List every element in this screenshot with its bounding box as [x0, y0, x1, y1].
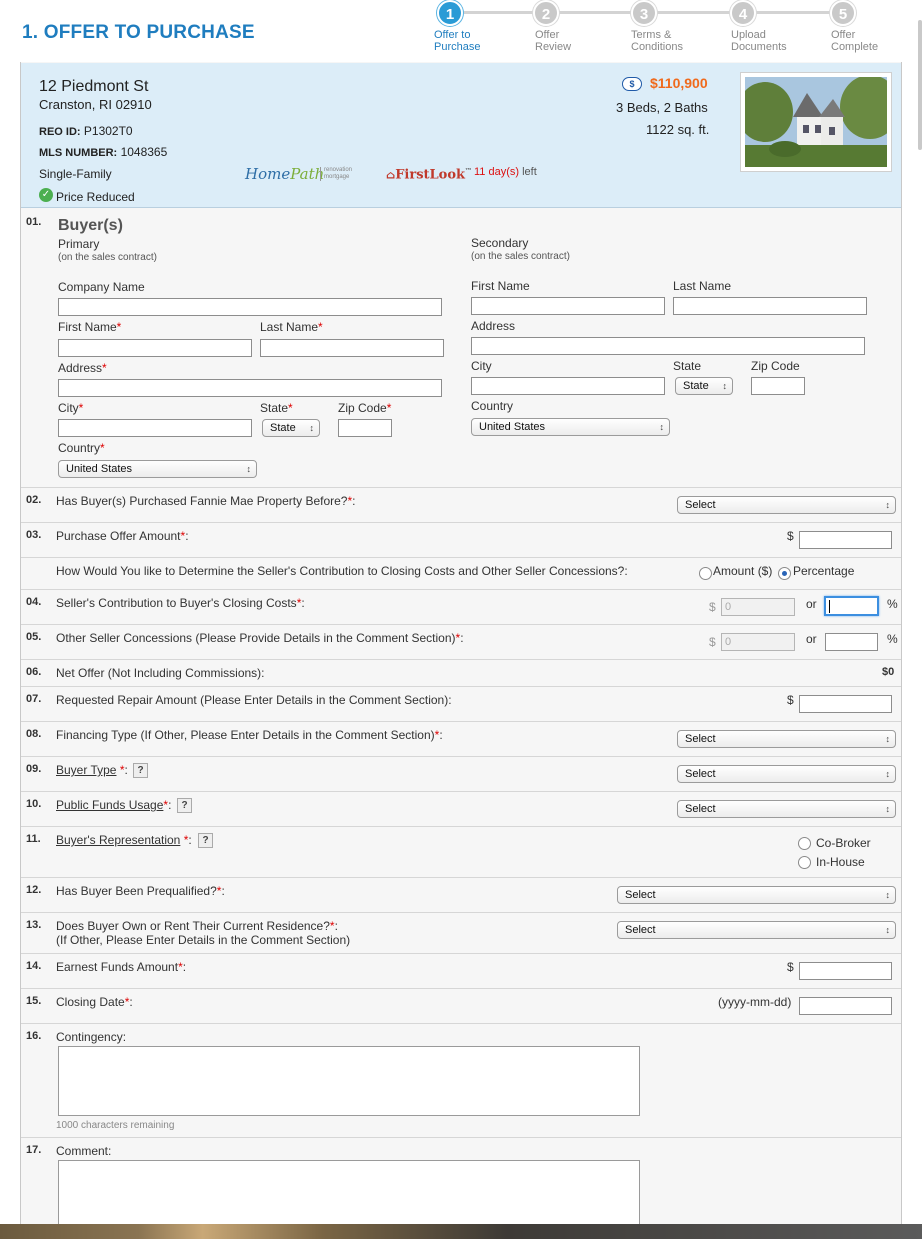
- days-left-count: 11 day(s): [474, 166, 520, 178]
- contingency-textarea[interactable]: [58, 1046, 640, 1116]
- square-feet: 1122 sq. ft.: [646, 122, 710, 137]
- step-3-label-line1: Terms &: [631, 29, 672, 41]
- concessions-percent-input[interactable]: [825, 633, 878, 651]
- q05-label: [56, 631, 464, 645]
- row-divider: [21, 624, 901, 625]
- closing-date-input[interactable]: [799, 997, 892, 1015]
- public-funds-help-icon[interactable]: ?: [177, 798, 192, 813]
- label-colon: :: [188, 833, 192, 847]
- step-4-label: [731, 29, 811, 53]
- label-colon: :: [185, 529, 189, 543]
- property-type: Single-Family: [39, 167, 112, 181]
- row-divider: [21, 826, 901, 827]
- q04-label: [56, 596, 305, 610]
- earnest-funds-input[interactable]: [799, 962, 892, 980]
- reo-id: [39, 124, 133, 138]
- net-offer-value: $0: [882, 666, 895, 678]
- company-name-label: Company Name: [58, 280, 145, 294]
- secondary-country-select[interactable]: United States ↕: [471, 418, 670, 436]
- percentage-radio-label: Percentage: [793, 564, 855, 578]
- primary-address-text: Address: [58, 361, 103, 375]
- required-marker: *: [100, 441, 105, 455]
- secondary-first-name-label: First Name: [471, 279, 530, 293]
- step-1-circle[interactable]: 1: [437, 0, 463, 26]
- required-marker: *: [455, 631, 461, 645]
- primary-zip-label: [338, 401, 391, 415]
- row-divider: [21, 953, 901, 954]
- step-2-label-line2: Review: [535, 41, 572, 53]
- required-marker: *: [216, 884, 222, 898]
- step-4-label-line2: Documents: [731, 41, 787, 53]
- q05-dollar-sign: $: [709, 635, 716, 649]
- step-1-label-line1: Offer to: [434, 29, 471, 41]
- house-icon: ⌂: [386, 168, 396, 182]
- homepath-sub-line1: renovation: [324, 167, 353, 173]
- co-broker-radio[interactable]: [798, 837, 811, 850]
- q11-label-text: Buyer's Representation: [56, 833, 181, 847]
- q04-or: or: [806, 597, 817, 611]
- secondary-zip-input[interactable]: [751, 377, 805, 395]
- row-divider: [21, 877, 901, 878]
- q03-number: 03.: [26, 529, 42, 541]
- buyers-heading: Buyer(s): [58, 217, 123, 234]
- q10-label: [56, 798, 171, 812]
- q05-or: or: [806, 632, 817, 646]
- secondary-heading: Secondary: [471, 236, 529, 250]
- label-colon: :: [221, 884, 225, 898]
- q09-label-text: Buyer Type: [56, 763, 117, 777]
- secondary-zip-label: Zip Code: [751, 359, 800, 373]
- secondary-state-label: State: [673, 359, 702, 373]
- comment-textarea[interactable]: [58, 1160, 640, 1230]
- primary-zip-input[interactable]: [338, 419, 392, 437]
- q11-number: 11.: [26, 833, 41, 845]
- row-divider: [21, 589, 901, 590]
- q08-label: [56, 728, 443, 742]
- required-marker: *: [183, 833, 189, 847]
- primary-city-text: City: [58, 401, 79, 415]
- label-colon: :: [124, 763, 128, 777]
- secondary-address-label: Address: [471, 319, 516, 333]
- q01-number: 01.: [26, 216, 42, 228]
- amount-radio[interactable]: [699, 567, 712, 580]
- date-format-hint: (yyyy-mm-dd): [718, 995, 792, 1009]
- required-marker: *: [296, 596, 302, 610]
- primary-country-select[interactable]: United States ↕: [58, 460, 257, 478]
- row-divider: [21, 686, 901, 687]
- purchase-offer-input[interactable]: [799, 531, 892, 549]
- check-icon: ✓: [39, 188, 53, 202]
- label-colon: :: [129, 995, 133, 1009]
- q16-number: 16.: [26, 1030, 42, 1042]
- q17-number: 17.: [26, 1144, 42, 1156]
- homepath-logo: [245, 165, 324, 183]
- label-colon: :: [168, 798, 172, 812]
- primary-address-label: [58, 361, 107, 375]
- q05-percent-sign: %: [887, 632, 898, 646]
- secondary-note: (on the sales contract): [471, 251, 570, 262]
- required-marker: *: [347, 494, 353, 508]
- in-house-radio[interactable]: [798, 856, 811, 869]
- q02-number: 02.: [26, 494, 42, 506]
- primary-last-name-label: [260, 320, 323, 334]
- required-marker: *: [124, 995, 130, 1009]
- q02-select[interactable]: Select ↕: [677, 496, 896, 514]
- q13-number: 13.: [26, 919, 42, 931]
- step-2-circle: 2: [533, 0, 559, 26]
- days-left-word: left: [522, 166, 537, 178]
- step-4-circle: 4: [730, 0, 756, 26]
- mls-number-value: 1048365: [120, 145, 168, 159]
- days-left: [474, 166, 537, 178]
- step-2-label-line1: Offer: [535, 29, 560, 41]
- label-colon: :: [460, 631, 464, 645]
- q16-label: Contingency:: [56, 1030, 127, 1044]
- secondary-last-name-input[interactable]: [673, 297, 867, 315]
- homepath-logo-path: Path: [290, 165, 325, 183]
- primary-state-label: [260, 401, 293, 415]
- buyer-type-select[interactable]: Select ↕: [677, 765, 896, 783]
- homepath-sub-line2: mortgage: [324, 174, 350, 180]
- secondary-city-input[interactable]: [471, 377, 665, 395]
- residence-select[interactable]: Select ↕: [617, 921, 896, 939]
- contingency-char-count: 1000 characters remaining: [56, 1120, 175, 1131]
- property-city: Cranston, RI 02910: [39, 97, 152, 112]
- required-marker: *: [180, 529, 186, 543]
- primary-state-text: State: [260, 401, 289, 415]
- property-address: 12 Piedmont St: [39, 78, 149, 95]
- step-5-circle: 5: [830, 0, 856, 26]
- secondary-last-name-label: Last Name: [673, 279, 732, 293]
- step-5-label: [831, 29, 911, 53]
- q05-label-text: Other Seller Concessions (Please Provide Details in the Comment Section): [56, 631, 456, 645]
- percentage-radio[interactable]: [778, 567, 791, 580]
- required-marker: *: [163, 798, 169, 812]
- row-divider: [21, 522, 901, 523]
- q02-label-text: Has Buyer(s) Purchased Fannie Mae Property Before?: [56, 494, 348, 508]
- firstlook-logo: ⌂FirstLook™: [386, 166, 473, 183]
- repair-amount-input[interactable]: [799, 695, 892, 713]
- row-divider: [21, 1137, 901, 1138]
- step-1-label-line2: Purchase: [434, 41, 481, 53]
- primary-heading: Primary: [58, 237, 100, 251]
- amount-radio-label: Amount ($): [713, 564, 773, 578]
- q13-label-text: Does Buyer Own or Rent Their Current Residence?: [56, 919, 330, 933]
- q02-label: [56, 494, 355, 508]
- row-divider: [21, 487, 901, 488]
- q15-label-text: Closing Date: [56, 995, 125, 1009]
- required-marker: *: [386, 401, 392, 415]
- q03-dollar-sign: $: [787, 529, 794, 543]
- row-divider: [21, 988, 901, 989]
- label-colon: :: [301, 596, 305, 610]
- q15-label: [56, 995, 133, 1009]
- q09-label: [56, 763, 128, 777]
- required-marker: *: [119, 763, 125, 777]
- q04-number: 04.: [26, 596, 42, 608]
- row-divider: [21, 557, 901, 558]
- beds-baths: 3 Beds, 2 Baths: [616, 100, 708, 115]
- q14-dollar-sign: $: [787, 960, 794, 974]
- primary-first-name-label: [58, 320, 121, 334]
- required-marker: *: [318, 320, 323, 334]
- primary-note: (on the sales contract): [58, 252, 157, 263]
- primary-last-name-text: Last Name: [260, 320, 319, 334]
- step-3-label-line2: Conditions: [631, 41, 683, 53]
- q13-sublabel: (If Other, Please Enter Details in the Comment Section): [56, 933, 351, 947]
- mls-number: [39, 145, 167, 159]
- property-price: $110,900: [650, 75, 708, 91]
- step-3-circle: 3: [631, 0, 657, 26]
- step-1-label[interactable]: [434, 29, 514, 53]
- step-5-label-line1: Offer: [831, 29, 856, 41]
- q12-number: 12.: [26, 884, 42, 896]
- primary-zip-text: Zip Code: [338, 401, 387, 415]
- concessions-amount-input[interactable]: 0: [721, 633, 795, 651]
- step-5-label-line2: Complete: [831, 41, 879, 53]
- q10-label-text: Public Funds Usage: [56, 798, 164, 812]
- q09-number: 09.: [26, 763, 42, 775]
- step-2-label: [535, 29, 615, 53]
- page-title: 1. OFFER TO PURCHASE: [22, 22, 255, 43]
- homepath-logo-home: Home: [245, 165, 291, 183]
- label-colon: :: [352, 494, 356, 508]
- primary-last-name-input[interactable]: [260, 339, 444, 357]
- q14-label: [56, 960, 186, 974]
- row-divider: [21, 756, 901, 757]
- primary-first-name-input[interactable]: [58, 339, 252, 357]
- q05-number: 05.: [26, 631, 42, 643]
- price-reduced: Price Reduced: [56, 190, 135, 204]
- secondary-first-name-input[interactable]: [471, 297, 665, 315]
- closing-cost-amount-input[interactable]: 0: [721, 598, 795, 616]
- buyer-type-help-icon[interactable]: ?: [133, 763, 148, 778]
- co-broker-label: Co-Broker: [816, 836, 871, 850]
- required-marker: *: [434, 728, 440, 742]
- price-tag-icon: $: [622, 77, 642, 91]
- row-divider: [21, 1023, 901, 1024]
- required-marker: *: [116, 320, 122, 334]
- reo-id-value: P1302T0: [83, 124, 133, 138]
- q04-dollar-sign: $: [709, 600, 716, 614]
- primary-first-name-text: First Name: [58, 320, 117, 334]
- q14-label-text: Earnest Funds Amount: [56, 960, 179, 974]
- q04-percent-sign: %: [887, 597, 898, 611]
- required-marker: *: [329, 919, 335, 933]
- in-house-label: In-House: [816, 855, 865, 869]
- public-funds-select[interactable]: Select ↕: [677, 800, 896, 818]
- label-colon: :: [334, 919, 338, 933]
- financing-type-select[interactable]: Select ↕: [677, 730, 896, 748]
- primary-city-input[interactable]: [58, 419, 252, 437]
- representation-help-icon[interactable]: ?: [198, 833, 213, 848]
- q08-label-text: Financing Type (If Other, Please Enter Details in the Comment Section): [56, 728, 435, 742]
- q12-label-text: Has Buyer Been Prequalified?: [56, 884, 217, 898]
- mls-number-label: MLS NUMBER:: [39, 147, 118, 159]
- prequalified-select[interactable]: Select ↕: [617, 886, 896, 904]
- label-colon: :: [182, 960, 187, 974]
- row-divider: [21, 912, 901, 913]
- q04-label-text: Seller's Contribution to Buyer's Closing Costs: [56, 596, 297, 610]
- required-marker: *: [178, 960, 183, 974]
- q17-label: Comment:: [56, 1144, 112, 1158]
- primary-country-label: [58, 441, 105, 455]
- q07-number: 07.: [26, 693, 42, 705]
- label-colon: :: [439, 728, 443, 742]
- step-4-label-line1: Upload: [731, 29, 766, 41]
- secondary-city-label: City: [471, 359, 492, 373]
- desktop-background-strip: [0, 1224, 922, 1239]
- primary-state-select[interactable]: State ↕: [262, 419, 320, 437]
- q10-number: 10.: [26, 798, 42, 810]
- homepath-sublabel: [320, 167, 352, 181]
- q15-number: 15.: [26, 995, 42, 1007]
- contribution-method-label: How Would You like to Determine the Seller's Contribution to Closing Costs and Other Seller Concessions?:: [56, 564, 628, 578]
- primary-city-label: [58, 401, 83, 415]
- q06-number: 06.: [26, 666, 42, 678]
- secondary-address-input[interactable]: [471, 337, 865, 355]
- required-marker: *: [102, 361, 107, 375]
- required-marker: *: [78, 401, 84, 415]
- closing-cost-percent-input[interactable]: [824, 596, 879, 616]
- row-divider: [21, 659, 901, 660]
- q06-label: Net Offer (Not Including Commissions):: [56, 666, 265, 680]
- row-divider: [21, 791, 901, 792]
- q11-label: [56, 833, 192, 847]
- window-edge: [910, 0, 922, 1239]
- q07-label: Requested Repair Amount (Please Enter Details in the Comment Section):: [56, 693, 452, 707]
- row-divider: [21, 721, 901, 722]
- secondary-state-select[interactable]: State ↕: [675, 377, 733, 395]
- reo-id-label: REO ID:: [39, 126, 81, 138]
- q12-label: [56, 884, 225, 898]
- q13-label: [56, 919, 338, 933]
- required-marker: *: [288, 401, 293, 415]
- company-name-input[interactable]: [58, 298, 442, 316]
- step-3-label: [631, 29, 711, 53]
- q03-label-text: Purchase Offer Amount: [56, 529, 181, 543]
- property-photo[interactable]: [740, 72, 892, 172]
- primary-country-text: Country: [58, 441, 101, 455]
- firstlook-logo-text: FirstLook: [395, 167, 466, 183]
- q07-dollar-sign: $: [787, 693, 794, 707]
- secondary-country-label: Country: [471, 399, 514, 413]
- q03-label: [56, 529, 189, 543]
- q14-number: 14.: [26, 960, 42, 972]
- q08-number: 08.: [26, 728, 42, 740]
- primary-address-input[interactable]: [58, 379, 442, 397]
